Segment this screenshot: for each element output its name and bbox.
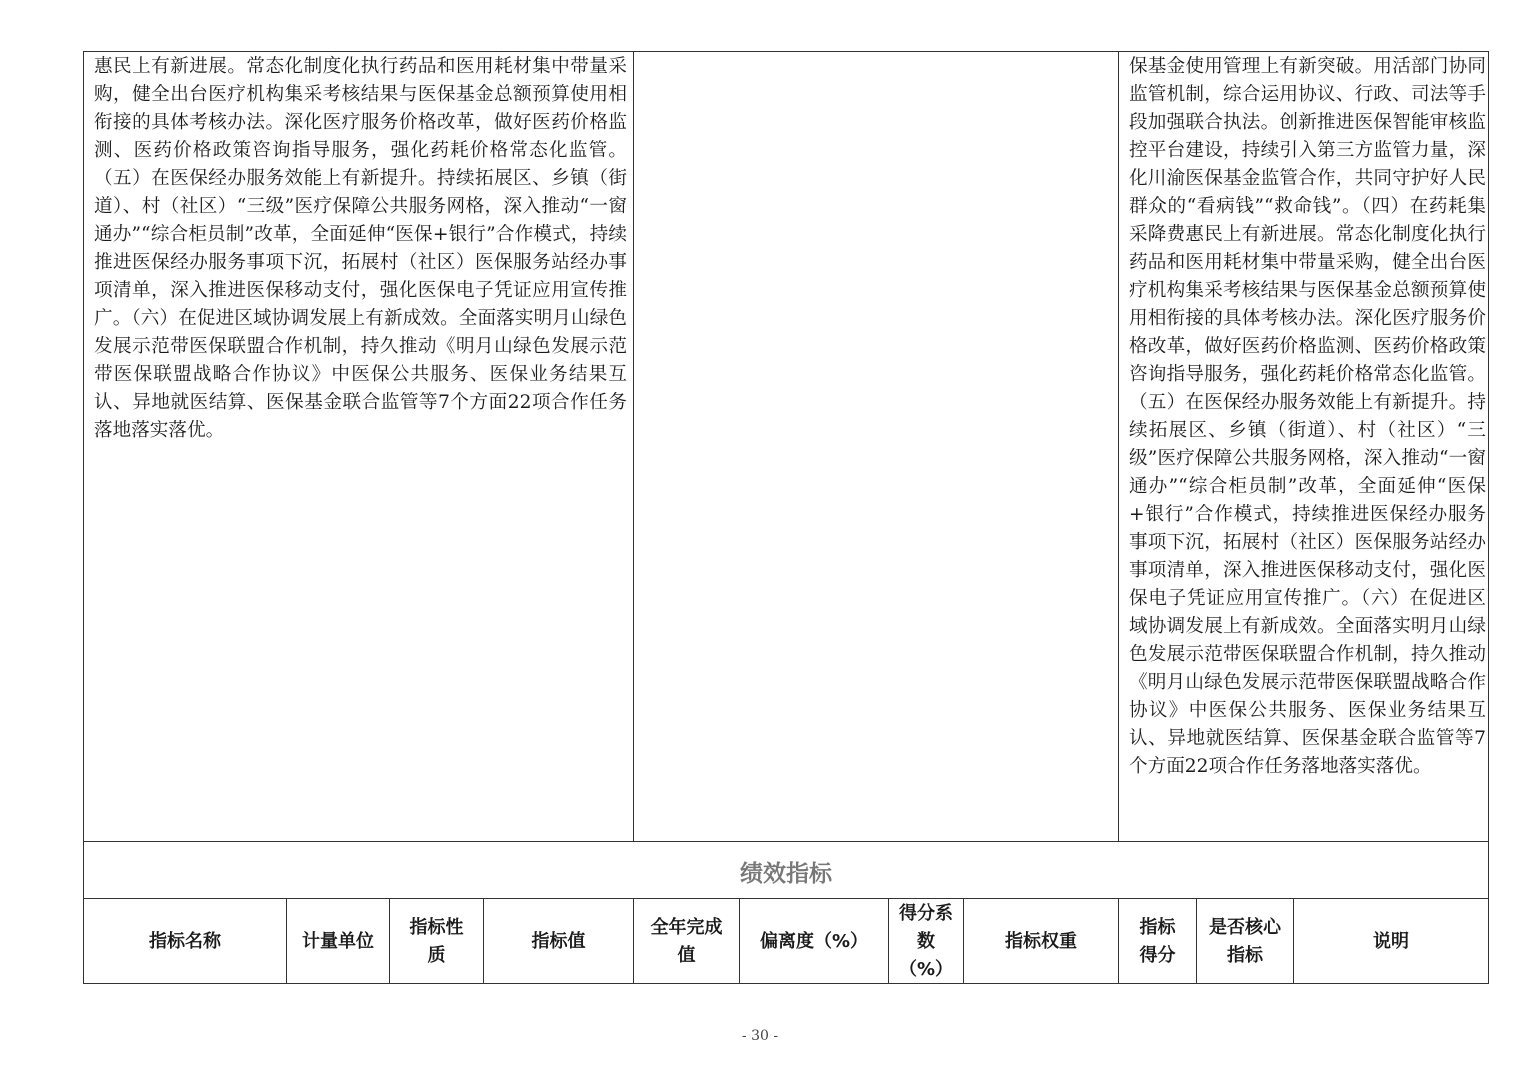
section-title: 绩效指标 bbox=[740, 860, 832, 887]
content-cell-left: 惠民上有新进展。常态化制度化执行药品和医用耗材集中带量采购，健全出台医疗机构集采考核结果与医保基金总额预算使用相衔接的具体考核办法。深化医疗服务价格改革，做好医药价格监测、医药价格政策咨询指导服务，强化药耗价格常态化监管。（五）在医保经办服务效能上有新提升。持续拓展区、乡镇（街道）、村（社区）“三级”医疗保障公共服务网格，深入推动“一窗通办”“综合柜员制”改革，全面延伸“医保+银行”合作模式，持续推进医保经办服务事项下沉，拓展村（社区）医保服务站经办事项清单，深入推进医保移动支付，强化医保电子凭证应用宣传推广。（六）在促进区域协调发展上有新成效。全面落实明月山绿色发展示范带医保联盟合作机制，持久推动《明月山绿色发展示范带医保联盟战略合作协议》中医保公共服务、医保业务结果互认、异地就医结算、医保基金联合监管等7个方面22项合作任务落地落实落优。 bbox=[94, 56, 627, 441]
divider-section-top bbox=[83, 841, 1489, 842]
content-cell-right: 保基金使用管理上有新突破。用活部门协同监管机制，综合运用协议、行政、司法等手段加强联合执法。创新推进医保智能审核监控平台建设，持续引入第三方监管力量，深化川渝医保基金监管合作，共同守护好人民群众的“看病钱”“救命钱”。（四）在药耗集采降费惠民上有新进展。常态化制度化执行药品和医用耗材集中带量采购，健全出台医疗机构集采考核结果与医保基金总额预算使用相衔接的具体考核办法。深化医疗服务价格改革，做好医药价格监测、医药价格政策咨询指导服务，强化药耗价格常态化监管。（五）在医保经办服务效能上有新提升。持续拓展区、乡镇（街道）、村（社区）“三级”医疗保障公共服务网格，深入推动“一窗通办”“综合柜员制”改革，全面延伸“医保+银行”合作模式，持续推进医保经办服务事项下沉，拓展村（社区）医保服务站经办事项清单，深入推进医保移动支付，强化医保电子凭证应用宣传推广。（六）在促进区域协调发展上有新成效。全面落实明月山绿色发展示范带医保联盟合作机制，持久推动《明月山绿色发展示范带医保联盟战略合作协议》中医保公共服务、医保业务结果互认、异地就医结算、医保基金联合监管等7个方面22项合作任务落地落实落优。 bbox=[1129, 56, 1486, 777]
header-indicator-nature: 指标性质 bbox=[409, 916, 464, 966]
page-number: - 30 - bbox=[741, 1028, 779, 1044]
header-notes: 说明 bbox=[1373, 930, 1409, 952]
divider-left-middle bbox=[633, 51, 634, 842]
header-weight: 指标权重 bbox=[1005, 930, 1077, 952]
header-deviation: 偏离度（%） bbox=[759, 930, 869, 952]
header-is-core: 是否核心指标 bbox=[1209, 916, 1281, 966]
header-annual-completion: 全年完成值 bbox=[650, 916, 723, 966]
header-indicator-score: 指标得分 bbox=[1139, 916, 1176, 966]
header-indicator-value: 指标值 bbox=[531, 930, 586, 952]
header-unit: 计量单位 bbox=[302, 930, 374, 952]
header-score-coefficient: 得分系数（%） bbox=[898, 902, 954, 980]
divider-middle-right bbox=[1118, 51, 1119, 842]
header-indicator-name: 指标名称 bbox=[149, 930, 221, 952]
